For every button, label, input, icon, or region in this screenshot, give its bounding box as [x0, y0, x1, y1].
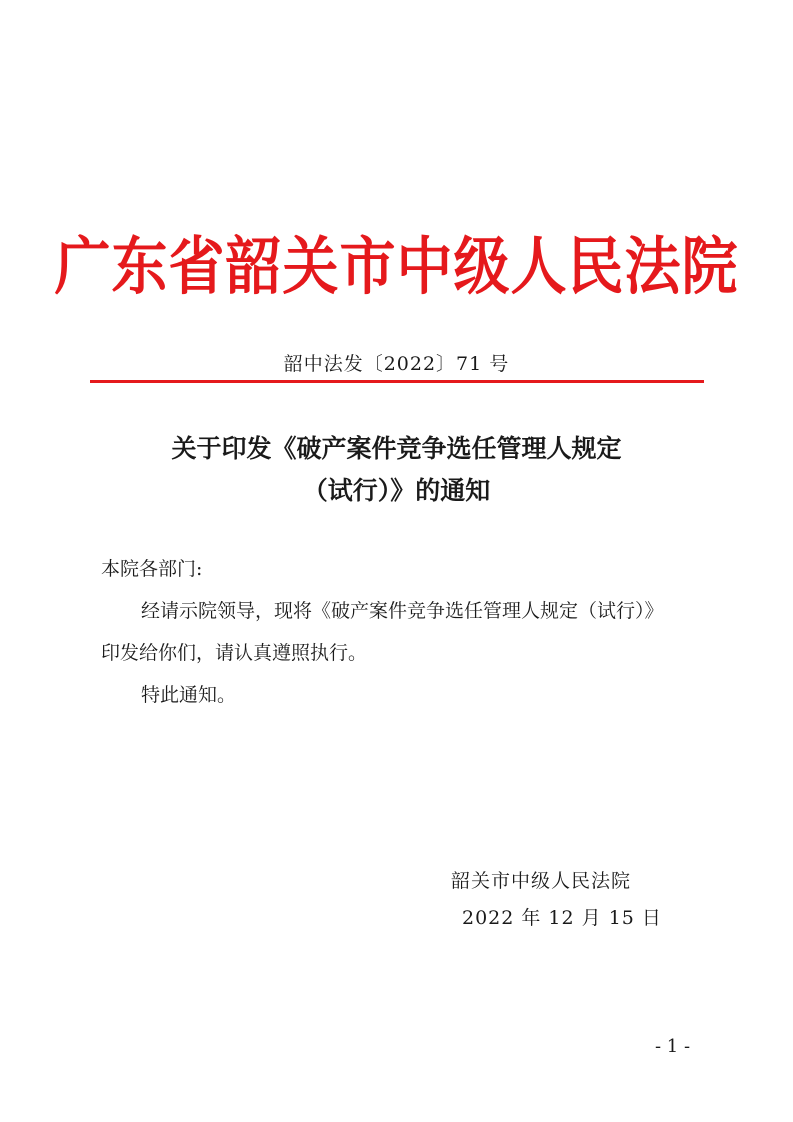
document-title-line-1: 关于印发《破产案件竞争选任管理人规定	[171, 434, 622, 463]
body-paragraph-1-line-1: 经请示院领导，现将《破产案件竞争选任管理人规定（试行）》	[141, 600, 664, 622]
signature-date: 2022 年 12 月 15 日	[462, 907, 662, 929]
red-divider-rule	[90, 380, 704, 383]
page-number: - 1 -	[655, 1036, 691, 1057]
addressee: 本院各部门:	[101, 558, 203, 580]
organization-header: 广东省韶关市中级人民法院	[54, 229, 739, 304]
signature-issuer: 韶关市中级人民法院	[451, 870, 632, 892]
document-title-line-2: （试行）》的通知	[302, 476, 491, 505]
body-paragraph-2: 特此通知。	[141, 684, 237, 706]
document-number: 韶中法发〔2022〕71 号	[283, 353, 510, 375]
document-title	[60, 428, 733, 512]
body-paragraph-1-line-2: 印发给你们，请认真遵照执行。	[101, 642, 368, 664]
